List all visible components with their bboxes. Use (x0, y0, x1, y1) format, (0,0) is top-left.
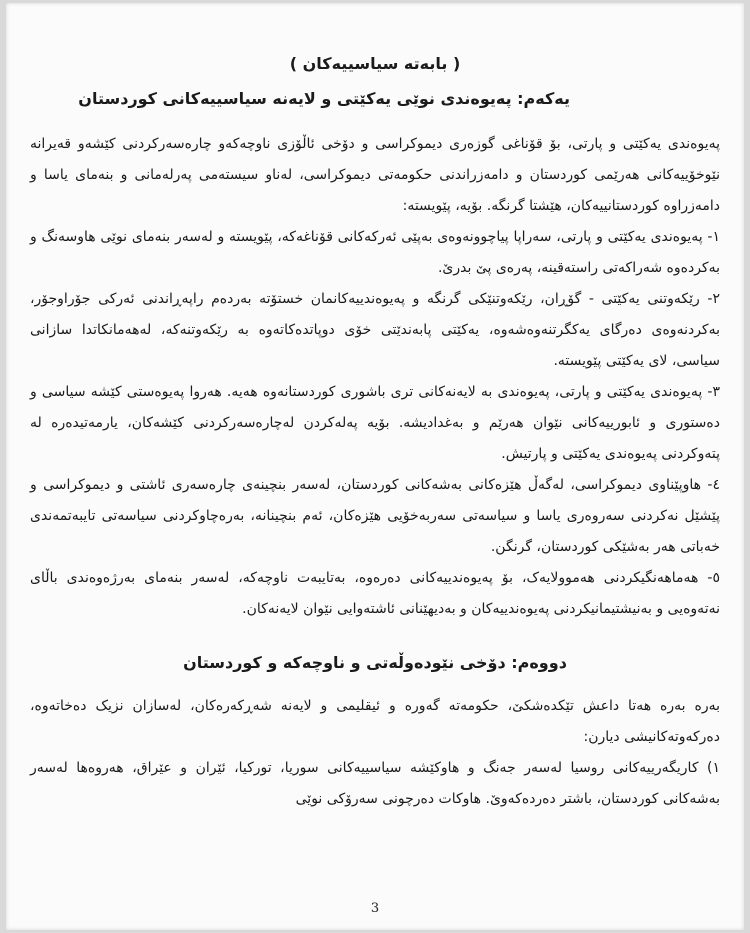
section-2-item-1: ١) کاریگەرییەکانی روسیا لەسەر جەنگ و هاوکێشە سیاسییەکانی سوریا، تورکیا، ئێران و عێراق، هەروەها لەسەر بەشەکانی کوردستان، باشتر دەردەکەوێ. هاوکات دەرچونی سەرۆکی نوێی (30, 760, 720, 807)
section-1-intro: پەیوەندی یەکێتی و پارتی، بۆ قۆناغی گوزەری دیموکراسی و دۆخی ئاڵۆزی ناوچەکەو چارەسەرکردنی کێشەو قەیرانە نێوخۆییەکانی هەرێمی کوردستان و دامەزراندنی حکومەتی دیموکراسی، لەناو سیستەمی پەرلەمانی و بنەمای یاسا و دامەزراوە کوردستانییەکان، هێشتا گرنگە. بۆیە، پێویستە: (30, 136, 720, 214)
page-number: 3 (370, 901, 380, 916)
section-2-heading: دووەم: دۆخی نێودەوڵەتی و ناوچەکە و کوردستان (183, 653, 567, 672)
section-1-item-3: ٣- پەیوەندی یەکێتی و پارتی، پەیوەندی بە لایەنەکانی تری باشوری کوردستانەوە هەیە. هەروا پەیوەستی کێشە سیاسی و دەستوری و ئابورییەکانی نێوان هەرێم و بەغدادیشە. بۆیە پەلەکردن لەچارەسەرکردنی کێشەکان، یارمەتیدەرە لە پتەوکردنی پەیوەندی یەکێتی و پارتیش. (30, 384, 720, 462)
document-title: ( بابەتە سیاسییەکان ) (289, 54, 461, 73)
section-1-item-4: ٤- هاوپێناوی دیموکراسی، لەگەڵ هێزەکانی بەشەکانی کوردستان، لەسەر بنچینەی چارەسەری ئاشتی و دیموکراسی و پێشێل نەکردنی سەروەری یاسا و سیاسەتی سەربەخۆیی هێزەکان، ئەم بنچینانە، بەرەچاوکردنی سیاسەتی تایبەتمەندی خەباتی هەر بەشێکی کوردستان، گرنگن. (30, 477, 720, 555)
section-1-item-5: ٥- هەماهەنگیکردنی هەموولایەک، بۆ پەیوەندییەکانی دەرەوە، بەتایبەت ناوچەکە، لەسەر بنەمای بەرژەوەندی باڵای نەتەوەیی و بەنیشتیمانیکردنی پەیوەندییەکان و بەدیهێنانی ئاشتەوایی نێوان لایەنەکان. (30, 570, 720, 617)
section-1-heading: یەکەم: پەیوەندی نوێی یەکێتی و لایەنە سیاسییەکانی کوردستان (78, 89, 570, 108)
document-body (30, 53, 720, 815)
section-2-intro: بەرە بەرە هەتا داعش تێکدەشکێ، حکومەتە گەورە و ئیقلیمی و لایەنە شەڕکەرەکان، لەسازان نزیک دەخاتەوە، دەرکەوتەکانیشی دیارن: (30, 698, 720, 745)
section-1-item-2: ٢- رێکەوتنی یەکێتی - گۆڕان، رێکەوتنێکی گرنگە و پەیوەندییەکانمان خستۆتە بەردەم راپەڕاندنی ئەرکی جۆراوجۆر، بەکردنەوەی دەرگای یەکگرتنەوەشەوە، یەکێتی پابەندێتی خۆی دوپاتدەکاتەوە بە رێکەوتنەکە، لەهەمانکاتدا سازانی سیاسی، لای یەکێتی پێویستە. (30, 291, 720, 369)
section-1-item-1: ١- پەیوەندی یەکێتی و پارتی، سەراپا پیاچوونەوەی بەپێی ئەرکەکانی قۆناغەکە، پێویستە و لەسەر بنەمای نوێی هاوسەنگ و بەکردەوە شەراکەتی راستەقینە، پەرەی پێ بدرێ. (30, 229, 720, 276)
document-page (6, 3, 744, 930)
